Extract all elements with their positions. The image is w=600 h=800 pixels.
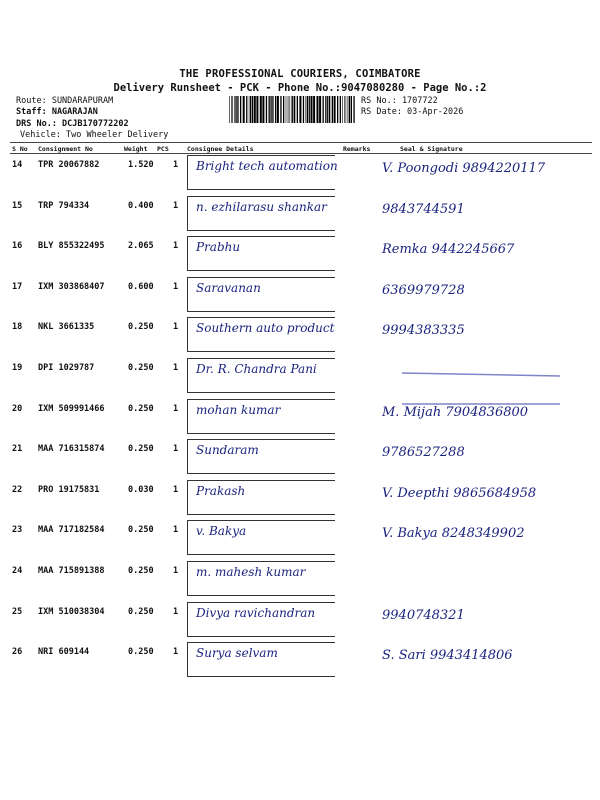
row-sno: 14	[12, 160, 23, 170]
row-pcs: 1	[173, 160, 179, 170]
consignee-box	[187, 480, 335, 515]
row-weight: 0.030	[128, 485, 154, 495]
row-consignment: IXM 510038304	[38, 607, 105, 617]
col-header-seal: Seal & Signature	[400, 145, 463, 153]
col-header-sno: S No	[12, 145, 28, 153]
row-weight: 0.250	[128, 363, 154, 373]
row-pcs: 1	[173, 322, 179, 332]
row-consignment: MAA 715891388	[38, 566, 105, 576]
row-pcs: 1	[173, 647, 179, 657]
row-pcs: 1	[173, 525, 179, 535]
row-weight: 0.400	[128, 201, 154, 211]
row-sno: 19	[12, 363, 23, 373]
row-consignment: NRI 609144	[38, 647, 90, 657]
signature-handwriting: S. Sari 9943414806	[382, 648, 513, 663]
signature-handwriting: Remka 9442245667	[382, 242, 515, 257]
row-pcs: 1	[173, 566, 179, 576]
row-pcs: 1	[173, 282, 179, 292]
runsheet-title: Delivery Runsheet - PCK - Phone No.:9047080280 - Page No.:2	[113, 82, 487, 94]
row-weight: 0.250	[128, 444, 154, 454]
consignee-handwriting: Southern auto product	[196, 321, 335, 335]
row-sno: 26	[12, 647, 23, 657]
row-sno: 16	[12, 241, 23, 251]
row-consignment: MAA 716315874	[38, 444, 105, 454]
row-consignment: DPI 1029787	[38, 363, 95, 373]
row-pcs: 1	[173, 241, 179, 251]
consignee-handwriting: m. mahesh kumar	[196, 565, 306, 579]
consignee-handwriting: n. ezhilarasu shankar	[196, 200, 327, 214]
drs-number: DRS No.: DCJB170772202	[16, 119, 129, 129]
row-weight: 2.065	[128, 241, 154, 251]
row-consignment: MAA 717182584	[38, 525, 105, 535]
row-sno: 17	[12, 282, 23, 292]
row-consignment: IXM 303868407	[38, 282, 105, 292]
row-sno: 23	[12, 525, 23, 535]
consignee-box	[187, 155, 335, 190]
consignee-handwriting: Prakash	[196, 484, 246, 498]
header-bottom-rule	[10, 153, 592, 154]
row-pcs: 1	[173, 201, 179, 211]
signature-handwriting: 9843744591	[382, 202, 465, 217]
consignee-box	[187, 520, 335, 555]
row-sno: 21	[12, 444, 23, 454]
company-title: THE PROFESSIONAL COURIERS, COIMBATORE	[179, 68, 421, 80]
row-consignment: PRO 19175831	[38, 485, 100, 495]
consignee-box	[187, 236, 335, 271]
consignee-handwriting: Dr. R. Chandra Pani	[196, 362, 317, 376]
row-pcs: 1	[173, 485, 179, 495]
consignee-handwriting: Sundaram	[196, 443, 259, 457]
route-label: Route: SUNDARAPURAM	[16, 96, 114, 106]
col-header-weight: Weight	[124, 145, 148, 153]
consignee-handwriting: Surya selvam	[196, 646, 278, 660]
consignee-handwriting: Saravanan	[196, 281, 261, 295]
signature-handwriting: 9940748321	[382, 608, 465, 623]
signature-handwriting: M. Mijah 7904836800	[382, 405, 529, 420]
row-consignment: NKL 3661335	[38, 322, 95, 332]
row-pcs: 1	[173, 444, 179, 454]
row-sno: 24	[12, 566, 23, 576]
consignee-box	[187, 196, 335, 231]
signature-handwriting: V. Poongodi 9894220117	[382, 161, 546, 176]
signature-handwriting: V. Deepthi 9865684958	[382, 486, 537, 501]
consignee-box	[187, 399, 335, 434]
row-weight: 0.250	[128, 647, 154, 657]
row-sno: 20	[12, 404, 23, 414]
staff-label: Staff: NAGARAJAN	[16, 107, 98, 117]
consignee-handwriting: Bright tech automation	[196, 159, 338, 173]
row-consignment: TPR 20067882	[38, 160, 100, 170]
row-pcs: 1	[173, 607, 179, 617]
header-top-rule	[10, 142, 592, 143]
consignee-box	[187, 642, 335, 677]
row-weight: 0.250	[128, 322, 154, 332]
row-weight: 0.250	[128, 525, 154, 535]
row-pcs: 1	[173, 404, 179, 414]
row-sno: 15	[12, 201, 23, 211]
col-header-pcs: PCS	[157, 145, 169, 153]
signature-handwriting: 9994383335	[382, 323, 465, 338]
col-header-remarks: Remarks	[343, 145, 371, 153]
consignee-box	[187, 561, 335, 596]
row-weight: 0.250	[128, 404, 154, 414]
row-consignment: BLY 855322495	[38, 241, 105, 251]
col-header-consignee: Consignee Details	[187, 145, 254, 153]
row-sno: 22	[12, 485, 23, 495]
signature-handwriting: V. Bakya 8248349902	[382, 526, 525, 541]
signature-handwriting: 9786527288	[382, 445, 465, 460]
consignee-handwriting: Divya ravichandran	[196, 606, 316, 620]
row-weight: 1.520	[128, 160, 154, 170]
row-consignment: IXM 509991466	[38, 404, 105, 414]
row-weight: 0.600	[128, 282, 154, 292]
consignee-box	[187, 317, 335, 352]
consignee-box	[187, 439, 335, 474]
row-weight: 0.250	[128, 607, 154, 617]
consignee-handwriting: mohan kumar	[196, 403, 281, 417]
consignee-handwriting: v. Bakya	[196, 524, 247, 538]
row-pcs: 1	[173, 363, 179, 373]
consignee-handwriting: Prabhu	[196, 240, 241, 254]
row-sno: 25	[12, 607, 23, 617]
consignee-box	[187, 277, 335, 312]
row-consignment: TRP 794334	[38, 201, 90, 211]
vehicle-label: Vehicle: Two Wheeler Delivery	[20, 130, 169, 140]
consignee-box	[187, 358, 335, 393]
rs-date: RS Date: 03-Apr-2026	[361, 107, 464, 117]
stamp-mark	[402, 373, 560, 376]
rs-number: RS No.: 1707722	[361, 96, 438, 106]
row-weight: 0.250	[128, 566, 154, 576]
row-sno: 18	[12, 322, 23, 332]
barcode-image	[229, 96, 357, 123]
signature-handwriting: 6369979728	[382, 283, 465, 298]
consignee-box	[187, 602, 335, 637]
col-header-consignment: Consignment No	[38, 145, 93, 153]
